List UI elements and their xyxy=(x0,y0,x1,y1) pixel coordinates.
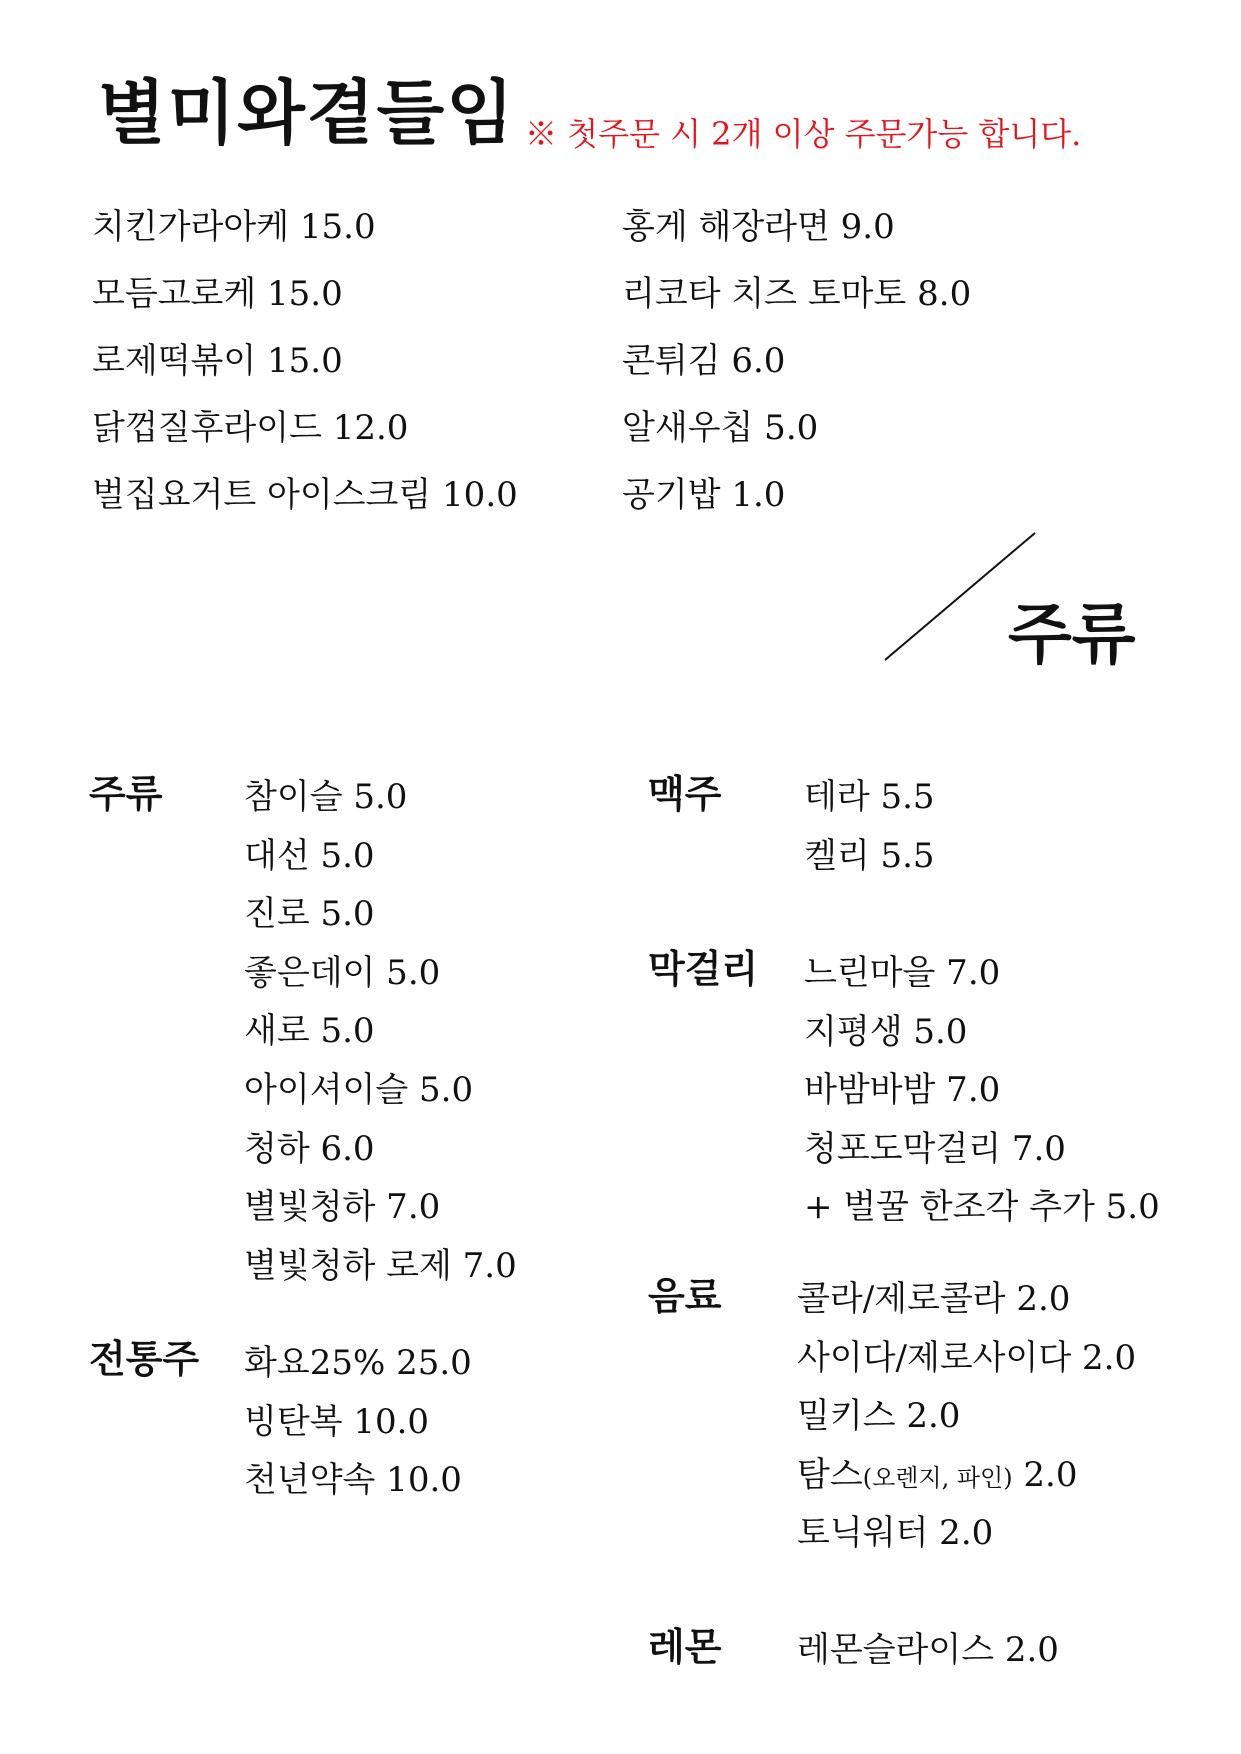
list-item: 빙탄복 10.0 xyxy=(244,1401,430,1442)
lemon-list xyxy=(797,1630,1059,1692)
list-item: 바밤바밤 7.0 xyxy=(804,1070,1001,1111)
tams-price: 2.0 xyxy=(1012,1454,1078,1495)
list-item: 테라 5.5 xyxy=(804,777,935,817)
tams-name: 탐스 xyxy=(797,1454,863,1495)
order-notice: ※ 첫주문 시 2개 이상 주문가능 합니다. xyxy=(525,115,1082,153)
food-list-right xyxy=(622,207,972,545)
category-soju: 주류 xyxy=(89,772,163,816)
list-item-tams xyxy=(797,1454,1136,1517)
category-lemon: 레몬 xyxy=(648,1625,722,1669)
drinks-title: 주류 xyxy=(1008,596,1136,673)
food-item: 공기밥 1.0 xyxy=(622,475,786,515)
food-item: 콘튀김 6.0 xyxy=(622,341,786,381)
list-item: 대선 5.0 xyxy=(244,835,375,876)
list-item: 청하 6.0 xyxy=(244,1128,375,1169)
food-item: 모듬고로케 15.0 xyxy=(92,274,343,314)
category-traditional: 전통주 xyxy=(89,1337,200,1381)
food-item: 로제떡볶이 15.0 xyxy=(92,341,343,381)
list-item: 새로 5.0 xyxy=(244,1011,375,1052)
food-item: 리코타 치즈 토마토 8.0 xyxy=(622,274,972,314)
makgeolli-list xyxy=(804,953,1160,1249)
list-item: 참이슬 5.0 xyxy=(244,777,408,817)
list-item: 천년약속 10.0 xyxy=(244,1460,462,1501)
list-item: 콜라/제로콜라 2.0 xyxy=(797,1279,1071,1319)
list-item: 진로 5.0 xyxy=(244,894,375,935)
list-item: 좋은데이 5.0 xyxy=(244,952,441,993)
category-beverage: 음료 xyxy=(648,1274,722,1318)
beer-list xyxy=(804,777,935,897)
food-item: 닭껍질후라이드 12.0 xyxy=(92,408,409,448)
food-list-left xyxy=(92,207,518,545)
list-item: 별빛청하 7.0 xyxy=(244,1187,441,1228)
food-item: 벌집요거트 아이스크림 10.0 xyxy=(92,475,518,515)
list-item: 화요25% 25.0 xyxy=(244,1343,472,1383)
food-item: 홍게 해장라면 9.0 xyxy=(622,207,895,247)
list-item: 켈리 5.5 xyxy=(804,835,935,876)
category-beer: 맥주 xyxy=(648,772,722,816)
tams-note: (오렌지, 파인) xyxy=(862,1463,1013,1492)
list-item: 아이셔이슬 5.0 xyxy=(244,1069,474,1110)
food-item: 치킨가라아케 15.0 xyxy=(92,207,376,247)
list-item: 사이다/제로사이다 2.0 xyxy=(797,1337,1137,1378)
list-item: 청포도막걸리 7.0 xyxy=(804,1128,1066,1169)
list-item: 별빛청하 로제 7.0 xyxy=(244,1245,517,1286)
list-item: 지평생 5.0 xyxy=(804,1011,968,1052)
food-item: 알새우칩 5.0 xyxy=(622,408,819,448)
list-item: + 벌꿀 한조각 추가 5.0 xyxy=(804,1187,1160,1228)
list-item: 레몬슬라이스 2.0 xyxy=(797,1630,1059,1670)
soju-list xyxy=(244,777,517,1307)
category-makgeolli: 막걸리 xyxy=(648,947,759,991)
beverage-list xyxy=(797,1279,1137,1575)
page-title: 별미와곁들임 xyxy=(98,72,516,154)
list-item: 밀키스 2.0 xyxy=(797,1396,961,1437)
list-item: 느린마을 7.0 xyxy=(804,953,1001,993)
list-item: 토닉워터 2.0 xyxy=(797,1513,994,1554)
traditional-list xyxy=(244,1343,472,1522)
